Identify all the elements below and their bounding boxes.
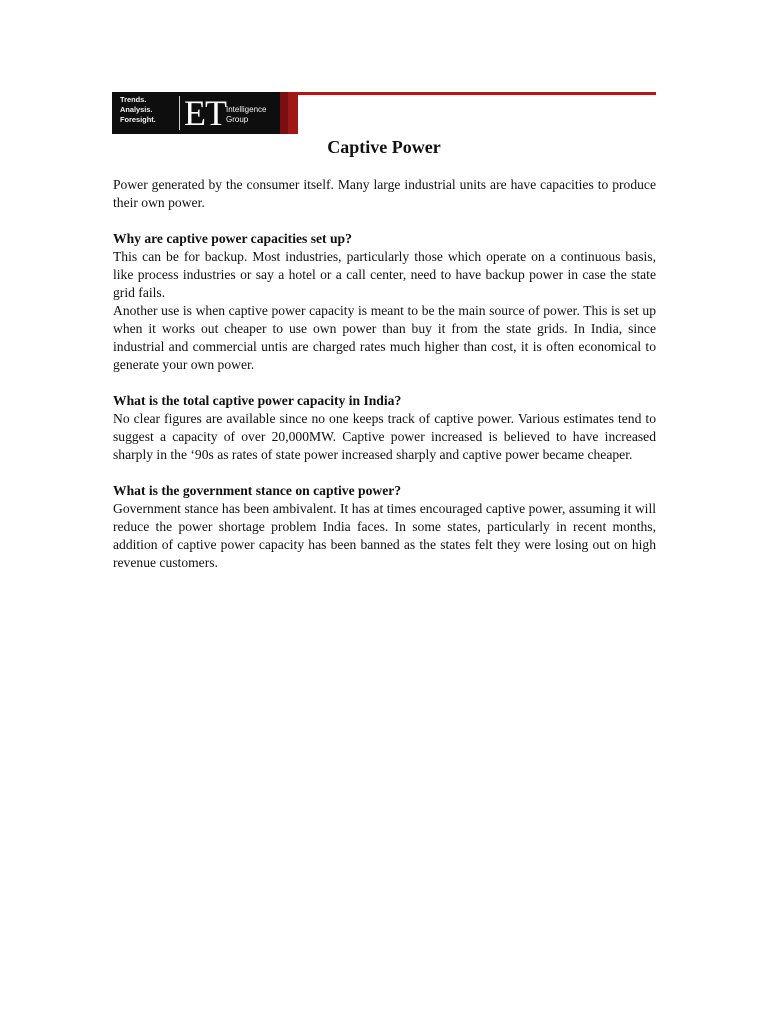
et-intelligence-group-logo — [112, 92, 288, 134]
logo-group-name-line: Intelligence — [226, 105, 267, 114]
document-body — [113, 176, 656, 572]
section-paragraph: This can be for backup. Most industries, particularly those which operate on a continuous basis, like process industries or say a hotel or a call center, need to have backup power in case the state grid fails. — [113, 249, 656, 300]
section-question: What is the government stance on captive power? — [113, 483, 402, 498]
logo-tagline-line: Analysis. — [120, 105, 153, 114]
section-question: Why are captive power capacities set up? — [113, 231, 352, 246]
logo-group-name — [226, 105, 266, 125]
logo-accent-dark — [280, 92, 288, 134]
logo-tagline-line: Foresight. — [120, 115, 156, 124]
logo-group-name-line: Group — [226, 115, 249, 124]
section-paragraph: Government stance has been ambivalent. It has at times encouraged captive power, assuming it will reduce the power shortage problem India faces. In some states, particularly in recent months, addition of captive power capacity has been banned as the states felt they were losing out on high revenue customers. — [113, 501, 656, 570]
page-title: Captive Power — [327, 137, 441, 157]
logo-tagline — [120, 95, 178, 125]
header-rule — [298, 92, 656, 95]
section-paragraph: Another use is when captive power capacity is meant to be the main source of power. This is set up when it works out cheaper to use own power than buy it from the state grids. In India, since industrial and commercial untis are charged rates much higher than cost, it is often economical to generate your own power. — [113, 303, 656, 372]
intro-paragraph: Power generated by the consumer itself. Many large industrial units are have capacities to produce their own power. — [113, 177, 656, 210]
section-question: What is the total captive power capacity in India? — [113, 393, 402, 408]
logo-accent — [288, 92, 298, 134]
section-paragraph: No clear figures are available since no one keeps track of captive power. Various estimates tend to suggest a capacity of over 20,000MW. Captive power increased is believed to have increased sharply in the ‘90s as rates of state power increased sharply and captive power became cheaper. — [113, 411, 656, 462]
logo-mark: ET — [184, 93, 226, 133]
document-header — [112, 92, 656, 134]
logo-divider — [179, 96, 180, 130]
logo-tagline-line: Trends. — [120, 95, 147, 104]
